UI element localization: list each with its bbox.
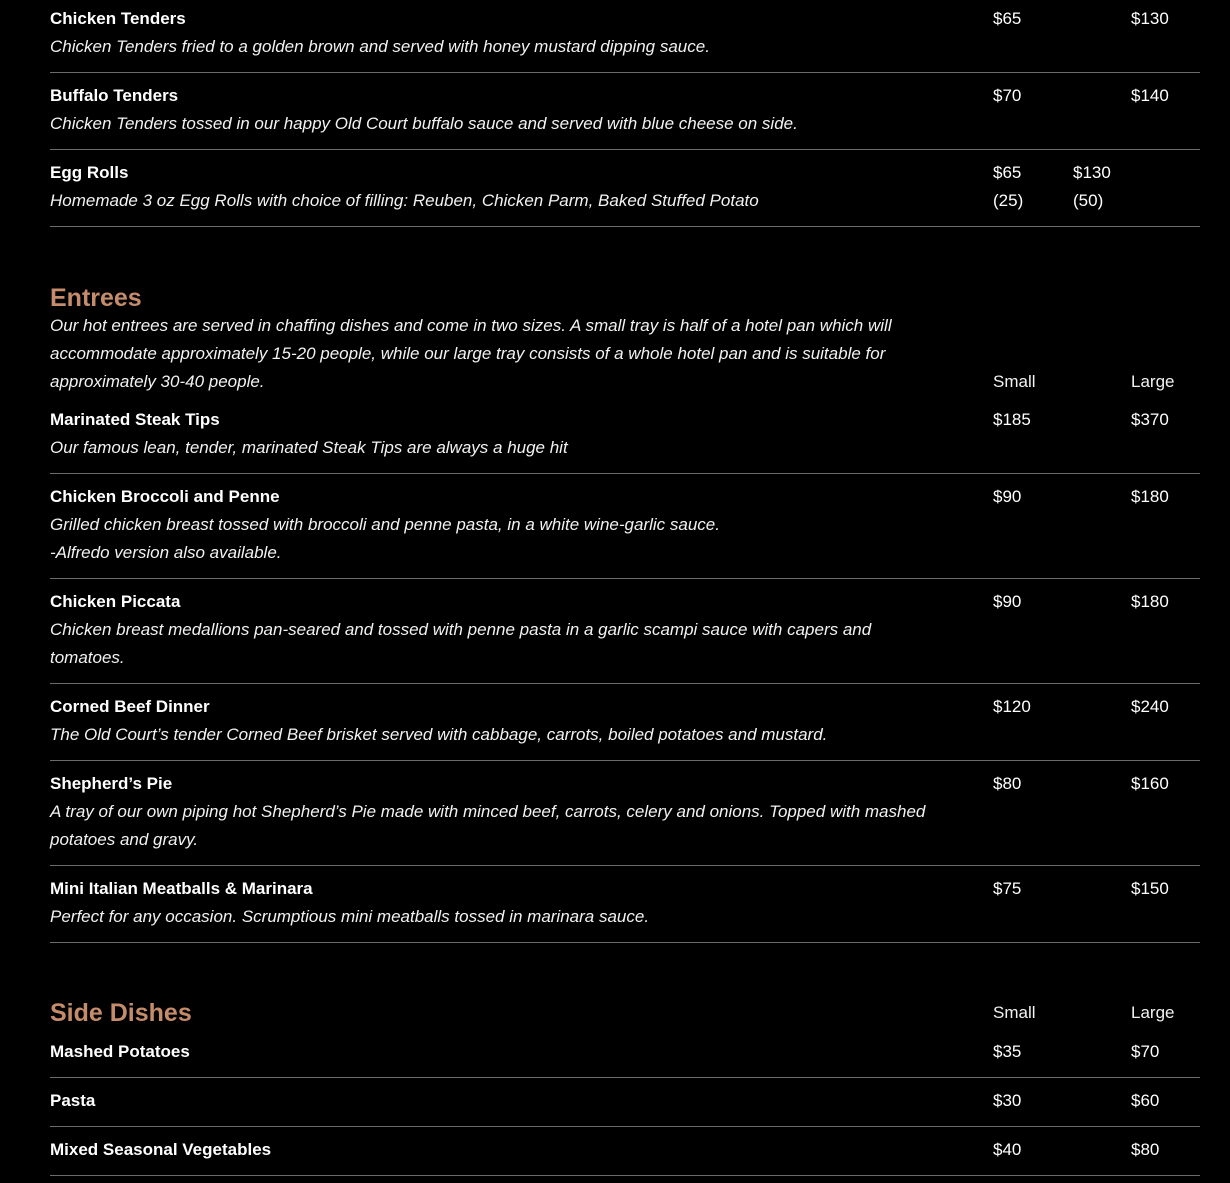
price-large: $80 (1131, 1140, 1160, 1159)
price-small: $90 (993, 592, 1022, 611)
price-small: $80 (993, 774, 1022, 793)
menu-item-pasta (50, 1078, 1200, 1127)
item-name: Mixed Seasonal Vegetables (50, 1140, 272, 1159)
menu-item-chicken-piccata (50, 579, 1200, 684)
price-small: $90 (993, 487, 1022, 506)
price-small: $40 (993, 1140, 1022, 1159)
price-small: $30 (993, 1091, 1022, 1110)
price-large: $180 (1131, 592, 1169, 611)
item-name: Pasta (50, 1091, 96, 1110)
item-description: Homemade 3 oz Egg Rolls with choice of filling: Reuben, Chicken Parm, Baked Stuffed Potato (50, 191, 759, 210)
item-description: Chicken Tenders fried to a golden brown and served with honey mustard dipping sauce. (50, 37, 710, 56)
price-large: $60 (1131, 1091, 1160, 1110)
menu-item-shepherds-pie (50, 761, 1200, 866)
column-header-small: Small (993, 372, 1036, 391)
menu-item-marinated-steak-tips (50, 400, 1200, 474)
price-small: $185 (993, 410, 1031, 429)
price-small: $70 (993, 86, 1022, 105)
item-name: Chicken Piccata (50, 592, 181, 611)
item-name: Shepherd’s Pie (50, 774, 173, 793)
menu-item-chicken-tenders (50, 0, 1200, 73)
price-small-count: (25) (993, 191, 1024, 210)
price-large: $70 (1131, 1042, 1160, 1061)
price-large: $180 (1131, 487, 1169, 506)
item-description: Grilled chicken breast tossed with broccoli and penne pasta, in a white wine-garlic sauce. (50, 515, 720, 534)
price-large: $370 (1131, 410, 1169, 429)
price-large: $150 (1131, 879, 1169, 898)
item-name: Marinated Steak Tips (50, 410, 220, 429)
item-description: Our famous lean, tender, marinated Steak Tips are always a huge hit (50, 438, 568, 457)
column-header-small: Small (993, 1003, 1036, 1022)
price-large: $160 (1131, 774, 1169, 793)
menu-item-corned-beef-dinner (50, 684, 1200, 761)
price-small: $65 (993, 163, 1022, 182)
column-header-large: Large (1131, 1003, 1175, 1022)
menu-item-buffalo-tenders (50, 73, 1200, 150)
price-large: $130 (1073, 163, 1111, 182)
menu-item-mashed-potatoes (50, 1032, 1200, 1078)
price-small: $65 (993, 9, 1022, 28)
price-large-count: (50) (1073, 191, 1104, 210)
item-name: Chicken Tenders (50, 9, 186, 28)
column-header-large: Large (1131, 372, 1175, 391)
section-intro-entrees: Our hot entrees are served in chaffing dishes and come in two sizes. A small tray is half of a hotel pan which will accommodate approximately 15-20 people, while our large tray consists of a whole hotel pan and is suitable for approximately 30-40 people. (50, 316, 892, 391)
price-large: $240 (1131, 697, 1169, 716)
item-description: Chicken Tenders tossed in our happy Old Court buffalo sauce and served with blue cheese on side. (50, 114, 798, 133)
item-name: Mini Italian Meatballs & Marinara (50, 879, 313, 898)
price-large: $140 (1131, 86, 1169, 105)
item-name: Egg Rolls (50, 163, 129, 182)
price-small: $120 (993, 697, 1031, 716)
item-description: The Old Court’s tender Corned Beef brisket served with cabbage, carrots, boiled potatoes and mustard. (50, 725, 828, 744)
item-description: A tray of our own piping hot Shepherd’s Pie made with minced beef, carrots, celery and onions. Topped with mashed potatoes and gravy. (50, 802, 926, 849)
price-small: $75 (993, 879, 1022, 898)
item-name: Corned Beef Dinner (50, 697, 210, 716)
item-description: Chicken breast medallions pan-seared and tossed with penne pasta in a garlic scampi sauce with capers and tomatoes. (50, 620, 872, 667)
price-large: $130 (1131, 9, 1169, 28)
item-description: Perfect for any occasion. Scrumptious mini meatballs tossed in marinara sauce. (50, 907, 650, 926)
menu-item-chicken-broccoli-penne (50, 474, 1200, 579)
section-title-side-dishes: Side Dishes (50, 999, 192, 1027)
menu-item-egg-rolls (50, 150, 1200, 227)
menu-item-mixed-seasonal-vegetables (50, 1127, 1200, 1176)
section-title-entrees: Entrees (50, 284, 142, 312)
item-name: Mashed Potatoes (50, 1042, 190, 1061)
item-name: Chicken Broccoli and Penne (50, 487, 280, 506)
item-name: Buffalo Tenders (50, 86, 179, 105)
menu-item-mini-meatballs (50, 866, 1200, 943)
item-description-note: -Alfredo version also available. (50, 543, 282, 562)
price-small: $35 (993, 1042, 1022, 1061)
